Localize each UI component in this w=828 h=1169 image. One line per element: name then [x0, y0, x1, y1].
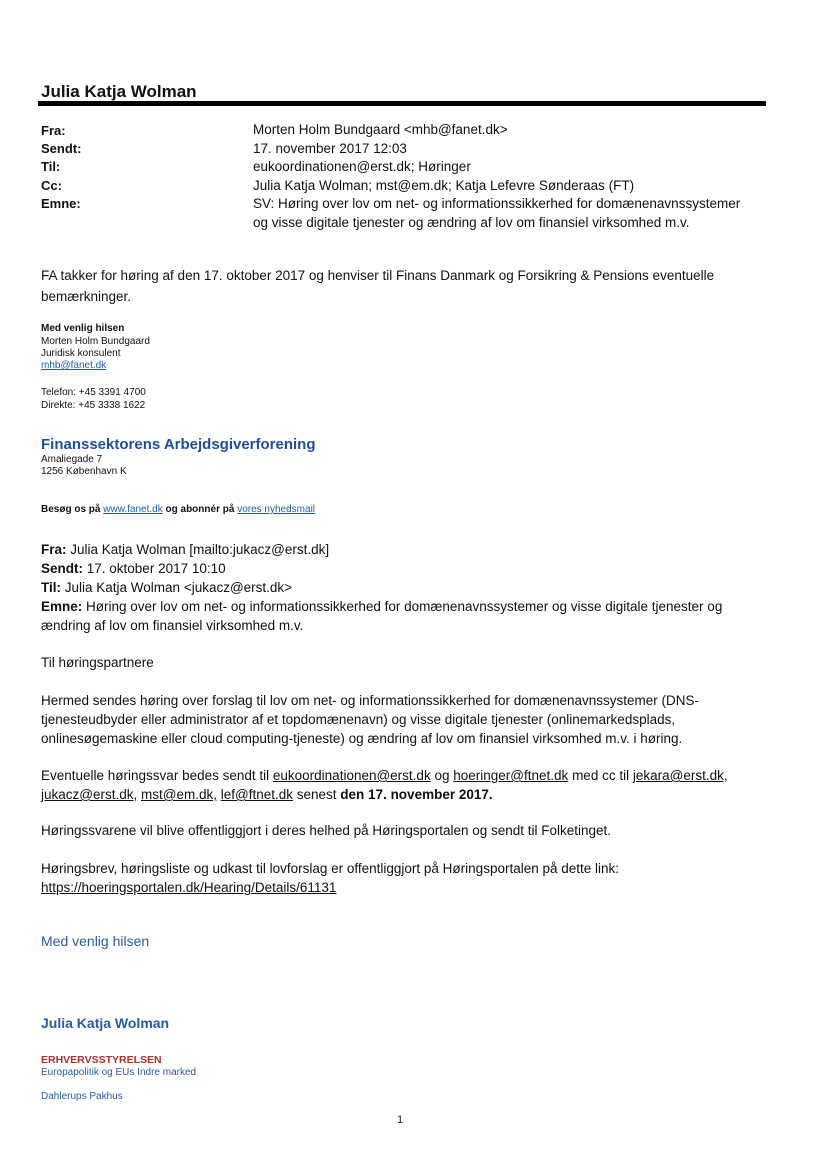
- p2-prefix: Eventuelle høringssvar bedes sendt til: [41, 768, 270, 783]
- signature-greeting: Med venlig hilsen: [41, 323, 125, 334]
- p2-og: og: [434, 768, 450, 783]
- p2-senest: senest: [296, 787, 337, 802]
- visit-prefix: Besøg os på: [41, 504, 101, 515]
- hearing-portal-link[interactable]: https://hoeringsportalen.dk/Hearing/Details/61131: [41, 880, 337, 895]
- paragraph1-line1: Hermed sendes høring over forslag til lov om net- og informationssikkerhed for domænenavnssystemer (DNS-: [41, 693, 700, 708]
- cc-value: Julia Katja Wolman; mst@em.dk; Katja Lefevre Sønderaas (FT): [253, 178, 635, 193]
- to-label: Til:: [41, 159, 61, 174]
- header-rule: [38, 101, 766, 106]
- signature-title: Juridisk konsulent: [41, 348, 121, 359]
- from-label: Fra:: [41, 123, 66, 138]
- orig-sent-value: 17. oktober 2017 10:10: [86, 561, 226, 576]
- salutation: Til høringspartnere: [41, 655, 154, 670]
- orig-from-value: Julia Katja Wolman [mailto:jukacz@erst.dk]: [70, 542, 330, 557]
- subject-value-line2: og visse digitale tjenester og ændring af lov om finansiel virksomhed m.v.: [253, 215, 690, 230]
- orig-subject-row: [41, 599, 722, 614]
- to-value: eukoordinationen@erst.dk; Høringer: [253, 159, 471, 174]
- paragraph1-line3: onlinesøgemaskine eller cloud computing-tjeneste) og ændring af lov om finansiel virksomhed m.v. i høring.: [41, 731, 683, 746]
- agency-building: Dahlerups Pakhus: [41, 1091, 123, 1102]
- reply-line2: bemærkninger.: [41, 289, 132, 304]
- paragraph3: Høringssvarene vil blive offentliggjort i deres helhed på Høringsportalen og sendt til Folketinget.: [41, 823, 612, 838]
- email-link-eukoordinationen[interactable]: eukoordinationen@erst.dk: [272, 768, 431, 783]
- orig-subject-line2: ændring af lov om finansiel virksomhed m.v.: [41, 618, 304, 633]
- agency-department: Europapolitik og EUs Indre marked: [41, 1067, 197, 1078]
- reply-line1: FA takker for høring af den 17. oktober 2017 og henviser til Finans Danmark og Forsikring & Pensions eventuelle: [41, 268, 715, 283]
- email-link-jukacz[interactable]: jukacz@erst.dk,: [41, 787, 138, 802]
- paragraph4: Høringsbrev, høringsliste og udkast til lovforslag er offentliggjort på Høringsportalen på dette link:: [41, 861, 620, 876]
- organisation-city: 1256 København K: [41, 466, 127, 477]
- paragraph2-line1: [41, 768, 728, 783]
- from-value: Morten Holm Bundgaard <mhb@fanet.dk>: [253, 122, 508, 137]
- orig-to-row: [41, 580, 292, 595]
- closing-name: Julia Katja Wolman: [41, 1015, 170, 1031]
- orig-from-label: Fra:: [41, 542, 67, 557]
- organisation-name: Finanssektorens Arbejdsgiverforening: [41, 436, 316, 453]
- organisation-street: Amaliegade 7: [41, 454, 103, 465]
- email-link-mst[interactable]: mst@em.dk,: [141, 787, 217, 802]
- orig-from-row: [41, 542, 329, 557]
- paragraph2-line2: [41, 787, 493, 802]
- sent-label: Sendt:: [41, 141, 82, 156]
- visit-middle: og abonnér på: [165, 504, 235, 515]
- sent-value: 17. november 2017 12:03: [253, 141, 407, 156]
- signature-name: Morten Holm Bundgaard: [41, 336, 150, 347]
- agency-name: ERHVERVSSTYRELSEN: [41, 1054, 162, 1066]
- page-number: 1: [397, 1114, 404, 1126]
- subject-value-line1: SV: Høring over lov om net- og informationssikkerhed for domænenavnssystemer: [253, 196, 741, 211]
- orig-sent-label: Sendt:: [41, 561, 83, 576]
- cc-label: Cc:: [41, 178, 62, 193]
- newsletter-link[interactable]: vores nyhedsmail: [237, 504, 316, 515]
- paragraph1-line2: tjenesteudbyder eller administrator af et topdomænenavn) og visse digitale tjenester (onlinemarkedsplads,: [41, 712, 676, 727]
- email-link-jekara[interactable]: jekara@erst.dk,: [632, 768, 728, 783]
- p2-deadline: den 17. november 2017.: [340, 787, 493, 802]
- orig-subject-line1: Høring over lov om net- og informationssikkerhed for domænenavnssystemer og visse digitale tjenester og: [86, 599, 723, 614]
- signature-email-link[interactable]: mhb@fanet.dk: [41, 360, 107, 371]
- subject-label: Emne:: [41, 196, 81, 211]
- email-link-hoeringer[interactable]: hoeringer@ftnet.dk: [453, 768, 569, 783]
- orig-to-value: Julia Katja Wolman <jukacz@erst.dk>: [64, 580, 293, 595]
- visit-line: [41, 504, 315, 517]
- signature-phone: Telefon: +45 3391 4700: [41, 387, 146, 398]
- document-owner: Julia Katja Wolman: [41, 82, 197, 101]
- p2-cc: med cc til: [572, 768, 630, 783]
- email-link-lef[interactable]: lef@ftnet.dk: [220, 787, 293, 802]
- closing-greeting: Med venlig hilsen: [41, 933, 150, 949]
- signature-direct-phone: Direkte: +45 3338 1622: [41, 400, 146, 411]
- orig-subject-label: Emne:: [41, 599, 83, 614]
- orig-sent-row: [41, 561, 226, 576]
- website-link[interactable]: www.fanet.dk: [103, 504, 163, 515]
- orig-to-label: Til:: [41, 580, 61, 595]
